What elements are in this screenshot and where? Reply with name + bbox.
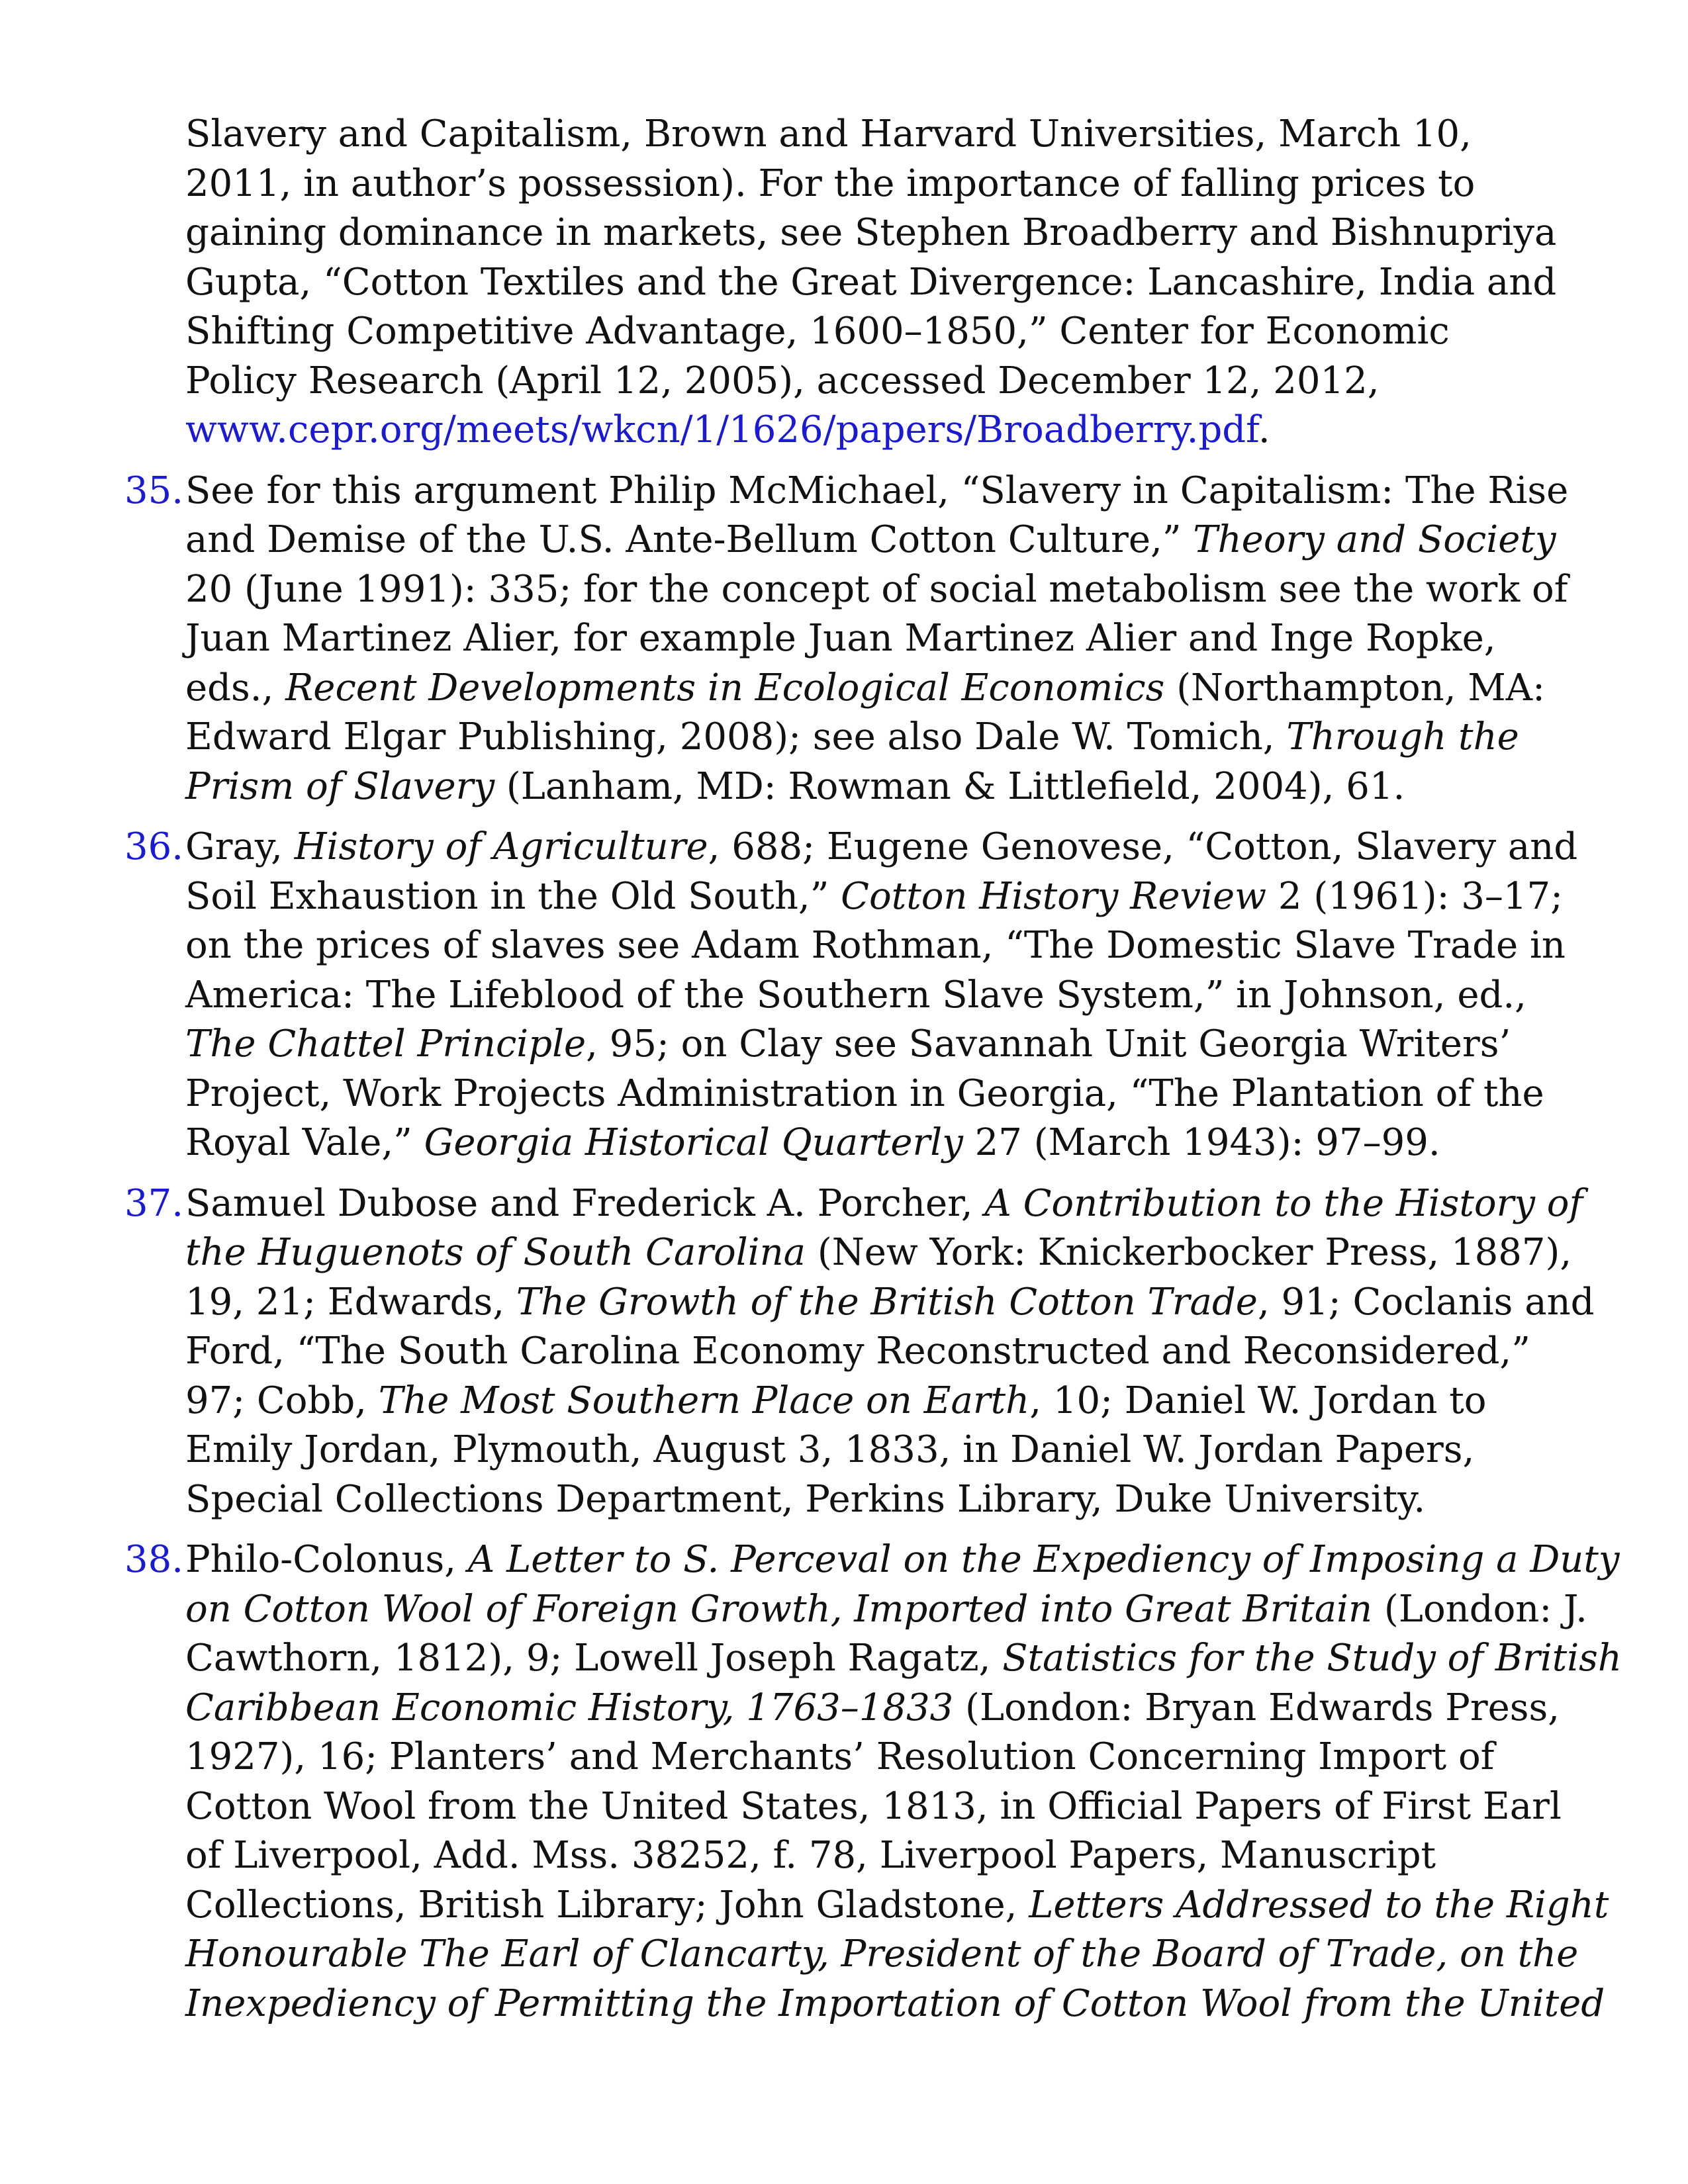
italic-title: the Huguenots of South Carolina: [185, 1231, 806, 1274]
endnote: [124, 1179, 1595, 1525]
text-line: [185, 516, 1574, 565]
text-segment: on the prices of slaves see Adam Rothman, “The Domestic Slave Trade in: [185, 924, 1566, 967]
text-segment: 2011, in author’s possession). For the importance of falling prices to: [185, 161, 1476, 205]
text-line: [185, 1979, 1605, 2029]
endnote: [124, 823, 1578, 1168]
text-line: [185, 1881, 1609, 1931]
text-segment: 1927), 16; Planters’ and Merchants’ Resolution Concerning Import of: [185, 1735, 1495, 1778]
text-segment: Edward Elgar Publishing, 2008); see also Dale W. Tomich,: [185, 715, 1287, 758]
italic-title: Inexpediency of Permitting the Importation of Cotton Wool from the United: [185, 1981, 1605, 2025]
italic-title: History of Agriculture: [294, 825, 708, 868]
text-segment: Slavery and Capitalism, Brown and Harvard Universities, March 10,: [185, 113, 1472, 156]
italic-title: The Most Southern Place on Earth: [378, 1379, 1030, 1422]
text-line: [185, 1930, 1579, 1979]
text-segment: Emily Jordan, Plymouth, August 3, 1833, in Daniel W. Jordan Papers,: [185, 1428, 1475, 1471]
text-line: [185, 467, 1574, 516]
text-segment: Royal Vale,”: [185, 1121, 424, 1164]
italic-title: Letters Addressed to the Right: [1029, 1883, 1609, 1927]
text-segment: (New York: Knickerbocker Press, 1887),: [806, 1231, 1572, 1274]
italic-title: Caribbean Economic History, 1763–1833: [185, 1686, 954, 1729]
text-segment: 20 (June 1991): 335; for the concept of social metabolism see the work of: [185, 567, 1568, 611]
text-line: [185, 357, 1574, 406]
text-segment: (London: Bryan Edwards Press,: [953, 1686, 1560, 1729]
italic-title: Prism of Slavery: [185, 764, 495, 808]
text-segment: , 10; Daniel W. Jordan to: [1029, 1379, 1487, 1422]
text-segment: 27 (March 1943): 97–99.: [962, 1121, 1440, 1164]
text-segment: Philo-Colonus,: [185, 1538, 468, 1581]
text-segment: Special Collections Department, Perkins Library, Duke University.: [185, 1477, 1426, 1521]
text-line: [185, 1020, 1574, 1069]
text-line: [185, 1831, 1574, 1881]
text-line: [185, 1782, 1574, 1832]
text-segment: Collections, British Library; John Gladstone,: [185, 1883, 1029, 1927]
text-segment: 2 (1961): 3–17;: [1266, 874, 1563, 918]
text-line: [185, 307, 1574, 357]
text-line: [185, 1634, 1622, 1684]
text-segment: gaining dominance in markets, see Stephen Broadberry and Bishnupriya: [185, 211, 1557, 254]
text-line: [185, 1327, 1574, 1377]
text-segment: 19, 21; Edwards,: [185, 1280, 516, 1324]
text-segment: and Demise of the U.S. Ante-Bellum Cotton Culture,”: [185, 518, 1194, 561]
endnote-number-link[interactable]: 36.: [124, 825, 184, 868]
endnote-number-link[interactable]: 38.: [124, 1538, 184, 1581]
text-line: [185, 1118, 1574, 1168]
text-line: [185, 1475, 1574, 1525]
text-line: [185, 1377, 1574, 1426]
text-segment: See for this argument Philip McMichael, “Slavery in Capitalism: The Rise: [185, 469, 1569, 512]
text-segment: .: [1258, 408, 1270, 451]
text-line: [185, 406, 1574, 455]
text-segment: Gray,: [185, 825, 295, 868]
endnote-number-link[interactable]: 37.: [124, 1181, 184, 1225]
url-link[interactable]: www.cepr.org/meets/wkcn/1/1626/papers/Broadberry.pdf: [185, 408, 1258, 451]
italic-title: Theory and Society: [1193, 518, 1556, 561]
italic-title: A Letter to S. Perceval on the Expediency of Imposing a Duty: [467, 1538, 1620, 1581]
italic-title: A Contribution to the History of: [984, 1181, 1583, 1225]
text-line: [185, 258, 1574, 308]
text-segment: of Liverpool, Add. Mss. 38252, f. 78, Liverpool Papers, Manuscript: [185, 1834, 1436, 1877]
text-segment: Policy Research (April 12, 2005), accessed December 12, 2012,: [185, 359, 1380, 402]
text-segment: (Northampton, MA:: [1164, 666, 1545, 709]
text-line: [185, 1228, 1574, 1278]
text-segment: , 95; on Clay see Savannah Unit Georgia Writers’: [586, 1023, 1511, 1066]
endnote: [124, 467, 1574, 812]
italic-title: Cotton History Review: [841, 874, 1267, 918]
italic-title: on Cotton Wool of Foreign Growth, Imported into Great Britain: [185, 1587, 1373, 1631]
text-line: [185, 921, 1574, 971]
text-segment: Soil Exhaustion in the Old South,”: [185, 874, 841, 918]
text-segment: Juan Martinez Alier, for example Juan Martinez Alier and Inge Ropke,: [185, 617, 1496, 660]
text-line: [185, 713, 1574, 762]
text-line: [185, 1535, 1620, 1585]
text-segment: eds.,: [185, 666, 286, 709]
endnote-number-link[interactable]: 35.: [124, 469, 184, 512]
italic-title: Statistics for the Study of British: [1002, 1637, 1622, 1680]
text-line: [185, 614, 1574, 664]
text-line: [185, 823, 1578, 872]
endnotes-page: [124, 110, 1622, 2040]
text-line: [185, 1069, 1574, 1119]
text-line: [185, 872, 1574, 922]
italic-title: The Chattel Principle: [185, 1023, 586, 1066]
italic-title: Recent Developments in Ecological Economics: [285, 666, 1165, 709]
text-line: [185, 1684, 1574, 1733]
italic-title: The Growth of the British Cotton Trade: [516, 1280, 1258, 1324]
text-segment: Ford, “The South Carolina Economy Reconstructed and Reconsidered,”: [185, 1330, 1530, 1373]
text-line: [185, 1733, 1574, 1782]
text-line: [185, 159, 1574, 209]
italic-title: Through the: [1286, 715, 1519, 758]
italic-title: Honourable The Earl of Clancarty, President of the Board of Trade, on the: [185, 1933, 1579, 1976]
endnote: [124, 1535, 1622, 2028]
italic-title: Georgia Historical Quarterly: [424, 1121, 963, 1164]
text-line: [185, 1426, 1574, 1475]
text-segment: Samuel Dubose and Frederick A. Porcher,: [185, 1181, 985, 1225]
text-line: [185, 762, 1574, 812]
text-line: [185, 971, 1574, 1021]
text-segment: Cawthorn, 1812), 9; Lowell Joseph Ragatz,: [185, 1637, 1003, 1680]
endnote-continuation: [124, 110, 1574, 455]
text-segment: (Lanham, MD: Rowman & Littlefield, 2004), 61.: [494, 764, 1405, 808]
text-segment: Shifting Competitive Advantage, 1600–1850,” Center for Economic: [185, 310, 1450, 353]
text-segment: (London: J.: [1372, 1587, 1587, 1631]
text-segment: 97; Cobb,: [185, 1379, 379, 1422]
text-segment: Project, Work Projects Administration in Georgia, “The Plantation of the: [185, 1071, 1544, 1115]
text-segment: , 688; Eugene Genovese, “Cotton, Slavery and: [708, 825, 1578, 868]
text-line: [185, 208, 1574, 258]
text-line: [185, 1585, 1587, 1635]
text-line: [185, 664, 1574, 713]
text-segment: , 91; Coclanis and: [1257, 1280, 1595, 1324]
text-segment: Cotton Wool from the United States, 1813, in Official Papers of First Earl: [185, 1784, 1562, 1828]
text-segment: America: The Lifeblood of the Southern Slave System,” in Johnson, ed.,: [185, 973, 1526, 1017]
text-segment: Gupta, “Cotton Textiles and the Great Divergence: Lancashire, India and: [185, 260, 1557, 304]
text-line: [185, 1278, 1595, 1328]
text-line: [185, 565, 1574, 615]
text-line: [185, 1179, 1583, 1229]
text-line: [185, 110, 1574, 159]
